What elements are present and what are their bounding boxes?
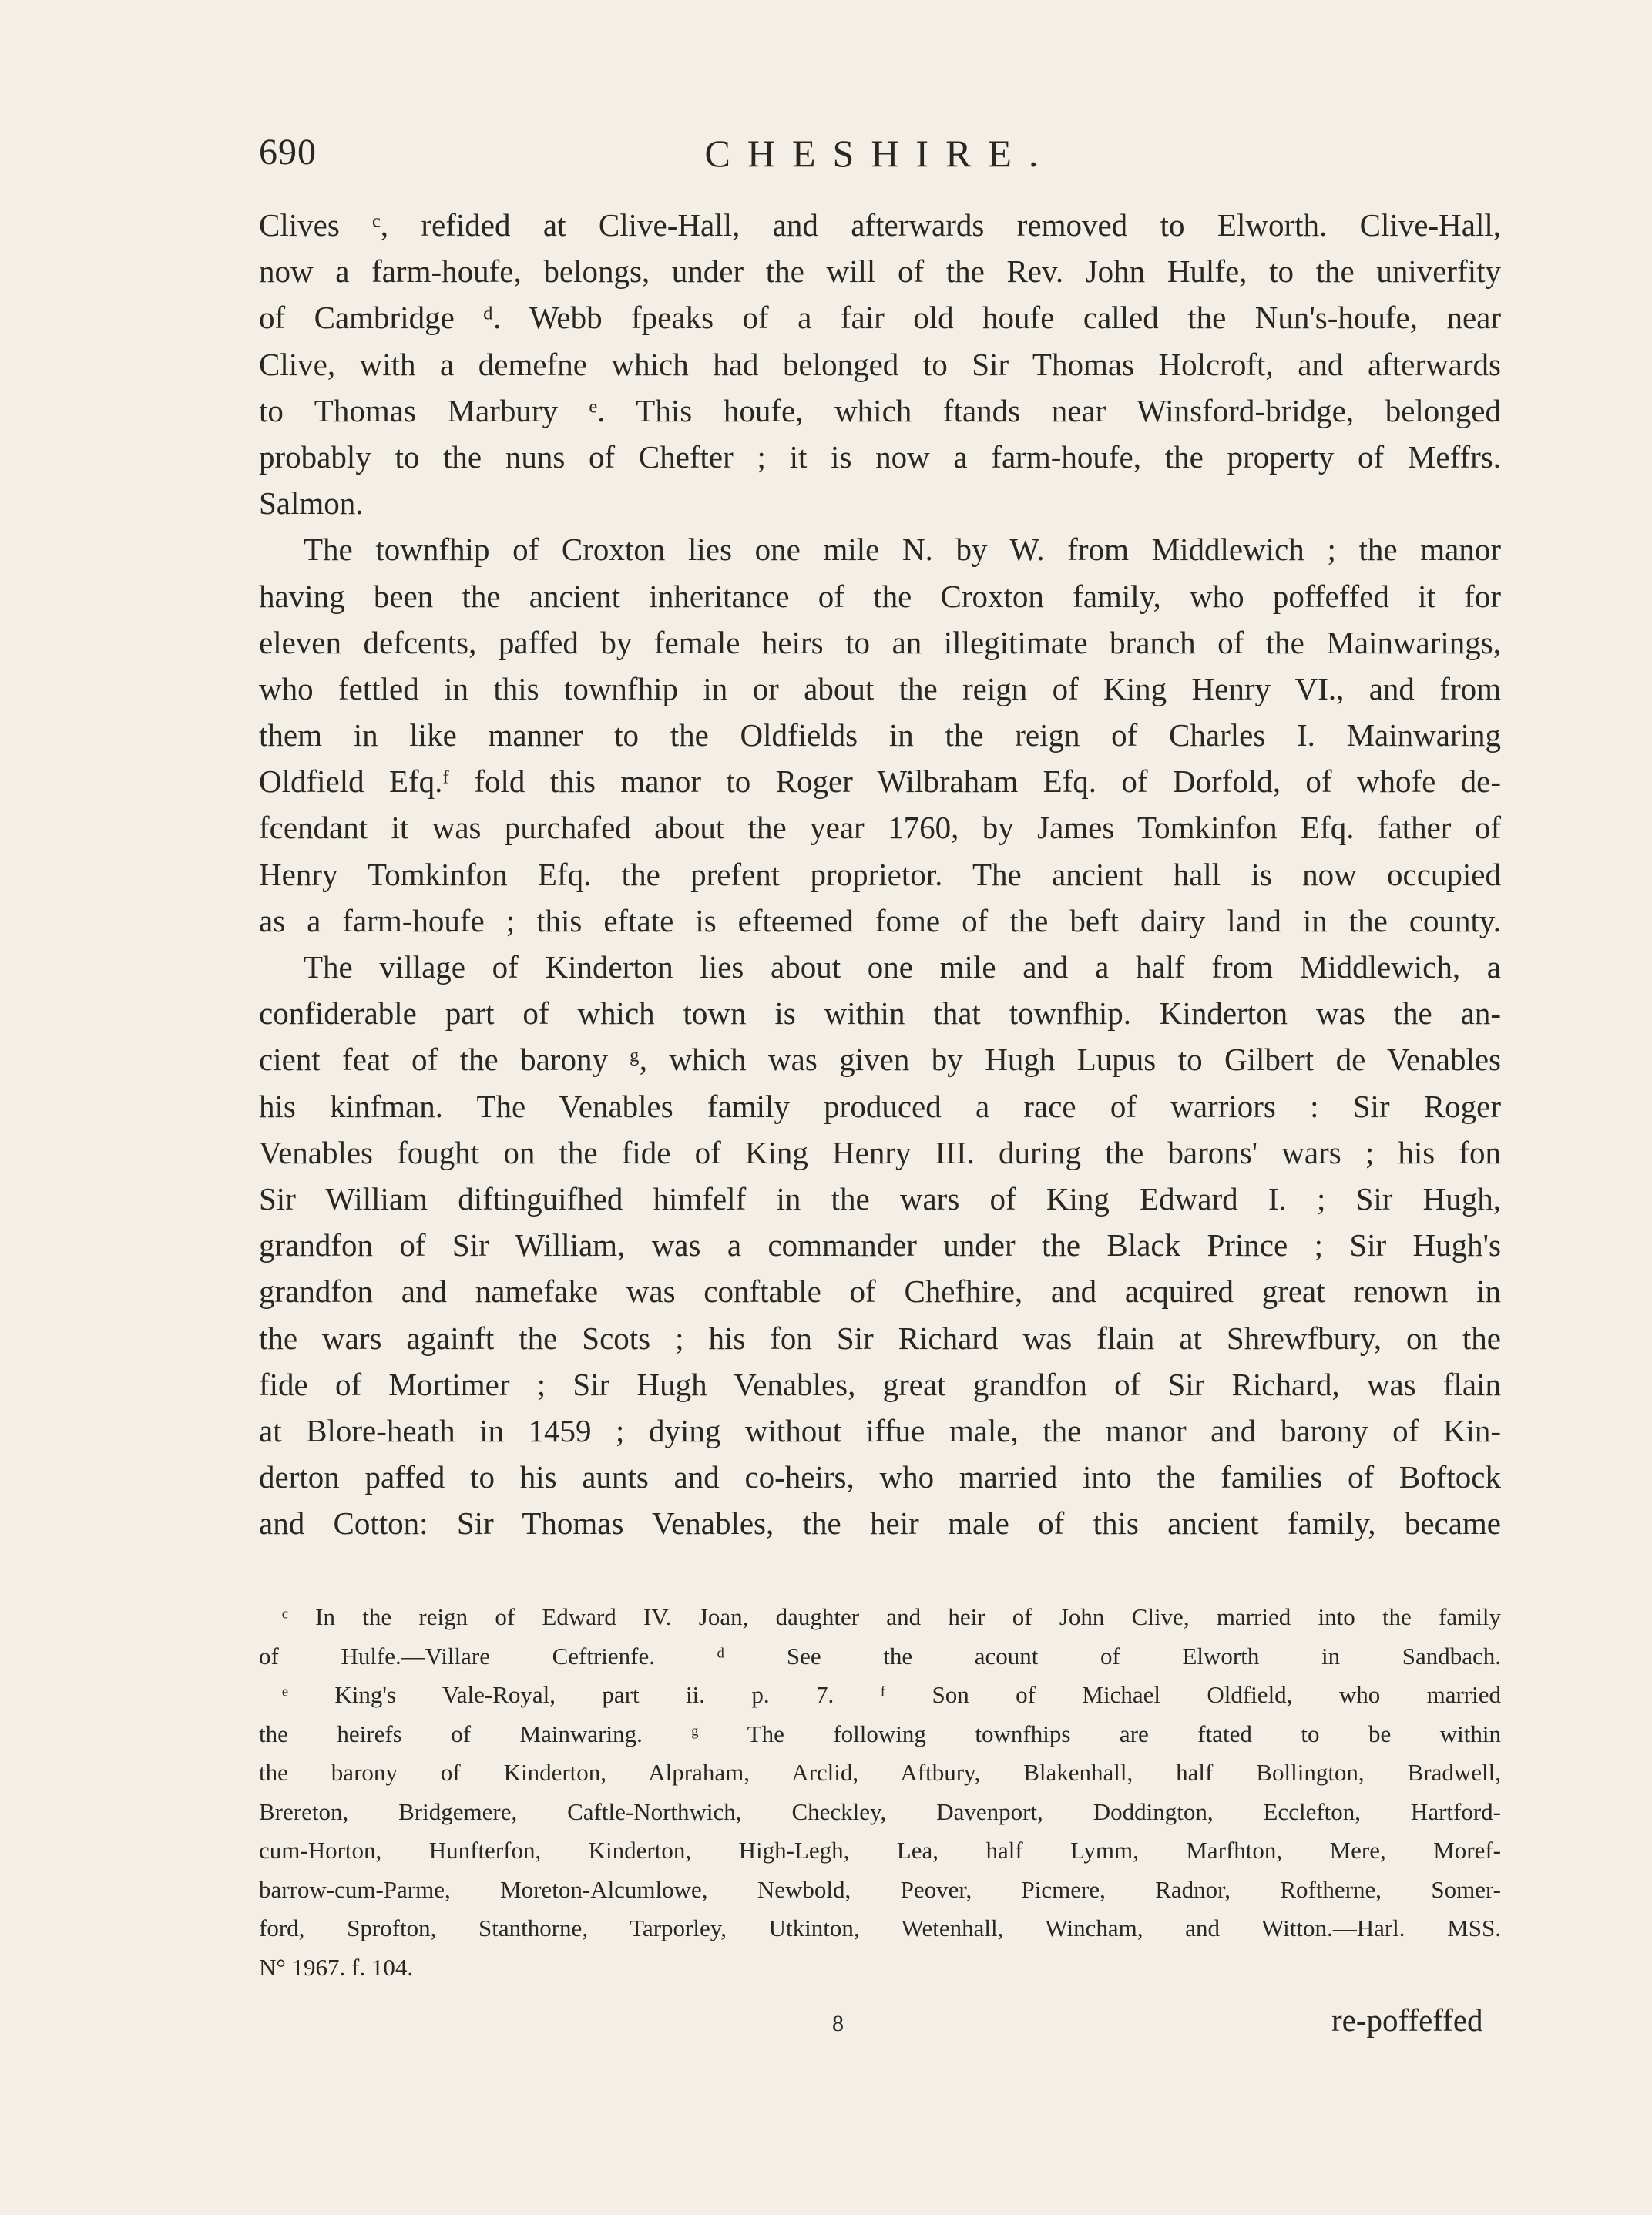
- footnote-line: cum-Horton, Hunfterfon, Kinderton, High-Legh, Lea, half Lymm, Marfhton, Mere, Moref-: [259, 1837, 1501, 1864]
- text-line: The townfhip of Croxton lies one mile N. by W. from Middlewich ; the manor: [304, 532, 1501, 568]
- text-line: to Thomas Marbury ᵉ. This houfe, which ftands near Winsford-bridge, belonged: [259, 392, 1501, 428]
- signature-mark: 8: [832, 2011, 844, 2036]
- text-line: and Cotton: Sir Thomas Venables, the heir male of this ancient family, became: [259, 1505, 1501, 1542]
- footnote-line: of Hulfe.—Villare Ceftrienfe. ᵈ See the acount of Elworth in Sandbach.: [259, 1642, 1501, 1670]
- text-line: Venables fought on the fide of King Henry III. during the barons' wars ; his fon: [259, 1134, 1501, 1170]
- text-line: Clive, with a demefne which had belonged to Sir Thomas Holcroft, and afterwards: [259, 346, 1501, 382]
- text-line: now a farm-houfe, belongs, under the will of the Rev. John Hulfe, to the univerfity: [259, 253, 1501, 290]
- footnote-line: N° 1967. f. 104.: [259, 1953, 414, 1981]
- text-line: confiderable part of which town is within that townfhip. Kinderton was the an-: [259, 995, 1501, 1032]
- footnotes: [259, 1598, 1501, 1987]
- text-line: who fettled in this townfhip in or about the reign of King Henry VI., and from: [259, 670, 1501, 706]
- page-number: 690: [259, 132, 317, 173]
- text-line: the wars againft the Scots ; his fon Sir Richard was flain at Shrewfbury, on the: [259, 1320, 1501, 1356]
- text-line: grandfon of Sir William, was a commander under the Black Prince ; Sir Hugh's: [259, 1227, 1501, 1264]
- catchword: re-poffeffed: [1331, 2002, 1483, 2038]
- text-line: having been the ancient inheritance of the Croxton family, who poffeffed it for: [259, 578, 1501, 614]
- footnote-line: Brereton, Bridgemere, Caftle-Northwich, Checkley, Davenport, Doddington, Ecclefton, Hartford-: [259, 1797, 1501, 1825]
- footnote-line: ford, Sprofton, Stanthorne, Tarporley, Utkinton, Wetenhall, Wincham, and Witton.—Harl. MSS.: [259, 1915, 1501, 1941]
- text-line: at Blore-heath in 1459 ; dying without iffue male, the manor and barony of Kin-: [259, 1412, 1501, 1448]
- footnote-line: the barony of Kinderton, Alpraham, Arclid, Aftbury, Blakenhall, half Bollington, Bradwell,: [259, 1759, 1501, 1786]
- text-line: fide of Mortimer ; Sir Hugh Venables, great grandfon of Sir Richard, was flain: [259, 1366, 1501, 1402]
- text-line: Sir William diftinguifhed himfelf in the wars of King Edward I. ; Sir Hugh,: [259, 1180, 1501, 1217]
- footnote-line: ᶜ In the reign of Edward IV. Joan, daughter and heir of John Clive, married into the family: [282, 1603, 1501, 1630]
- text-line: his kinfman. The Venables family produced a race of warriors : Sir Roger: [259, 1088, 1501, 1124]
- text-line: Salmon.: [259, 485, 364, 522]
- footnote-line: the heirefs of Mainwaring. ᵍ The following townfhips are ftated to be within: [259, 1720, 1501, 1747]
- text-line: eleven defcents, paffed by female heirs to an illegitimate branch of the Mainwarings,: [259, 624, 1501, 660]
- main-text: [259, 202, 1501, 1546]
- running-title: CHESHIRE.: [704, 132, 1056, 175]
- text-line: probably to the nuns of Chefter ; it is now a farm-houfe, the property of Meffrs.: [259, 438, 1501, 475]
- text-line: Oldfield Efq.ᶠ fold this manor to Roger Wilbraham Efq. of Dorfold, of whofe de-: [259, 764, 1501, 800]
- text-line: fcendant it was purchafed about the year 1760, by James Tomkinfon Efq. father of: [259, 810, 1501, 846]
- footnote-line: barrow-cum-Parme, Moreton-Alcumlowe, Newbold, Peover, Picmere, Radnor, Roftherne, Somer-: [259, 1875, 1501, 1903]
- text-line: of Cambridge ᵈ. Webb fpeaks of a fair old houfe called the Nun's-houfe, near: [259, 300, 1501, 336]
- footnote-line: ᵉ King's Vale-Royal, part ii. p. 7. ᶠ Son of Michael Oldfield, who married: [282, 1681, 1501, 1708]
- text-line: Clives ᶜ, refided at Clive-Hall, and afterwards removed to Elworth. Clive-Hall,: [259, 207, 1501, 243]
- text-line: Henry Tomkinfon Efq. the prefent proprietor. The ancient hall is now occupied: [259, 856, 1501, 892]
- text-line: derton paffed to his aunts and co-heirs, who married into the families of Boftock: [259, 1459, 1501, 1495]
- text-line: them in like manner to the Oldfields in the reign of Charles I. Mainwaring: [259, 717, 1501, 753]
- text-line: as a farm-houfe ; this eftate is efteemed fome of the beft dairy land in the county.: [259, 902, 1501, 938]
- page-header: [259, 131, 1501, 185]
- text-line: cient feat of the barony ᵍ, which was given by Hugh Lupus to Gilbert de Venables: [259, 1042, 1501, 1078]
- text-line: grandfon and namefake was conftable of Chefhire, and acquired great renown in: [259, 1274, 1501, 1310]
- text-line: The village of Kinderton lies about one mile and a half from Middlewich, a: [304, 949, 1501, 985]
